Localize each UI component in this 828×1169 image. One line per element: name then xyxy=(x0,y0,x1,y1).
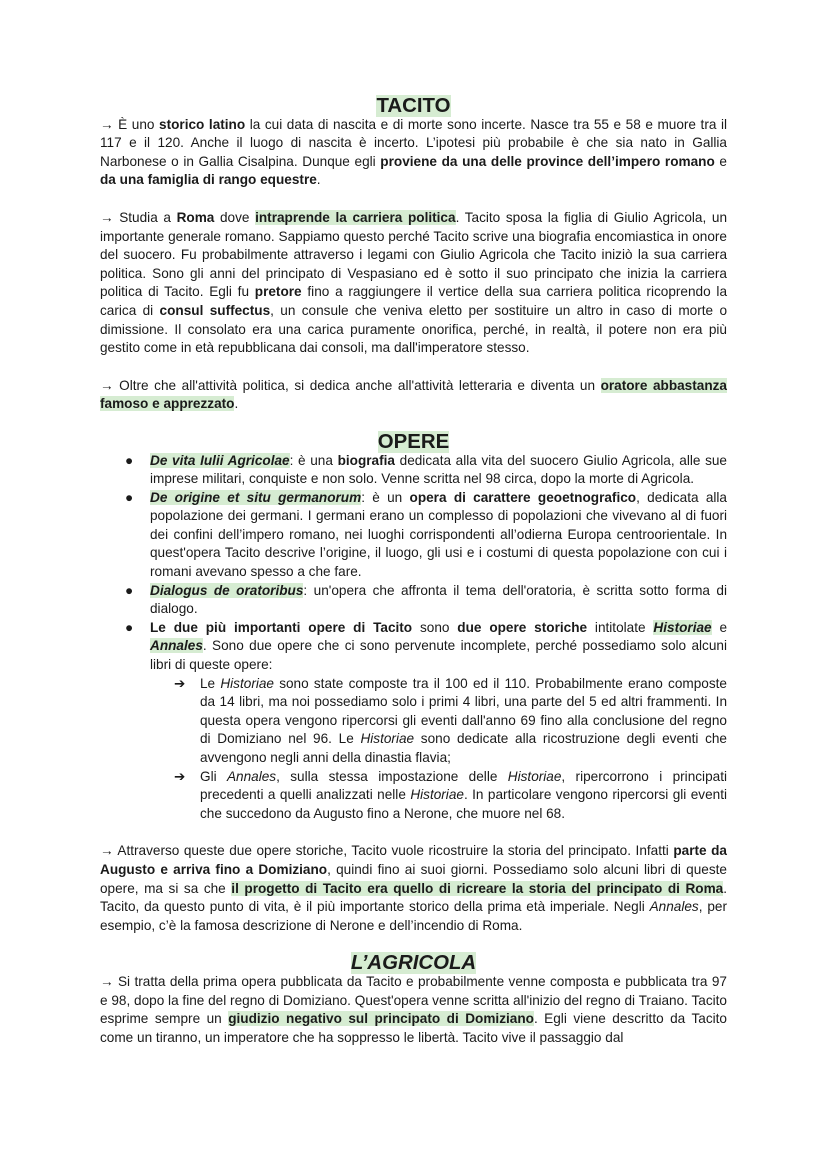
text-run: : un'opera che affronta il tema dell'oratoria, è scritta sotto forma di dialogo. xyxy=(150,582,727,617)
text-run: , un consule che veniva eletto per sostituire un altro in caso di morte o dimissione. Il consolato era una carica puramente onorifica, perché, in realtà, il potere non era più gestito come in età repubblicana dai consoli, ma dall'imperatore stesso. xyxy=(100,302,728,356)
section-title-agricola: L’AGRICOLA xyxy=(350,952,477,975)
list-item xyxy=(100,582,727,619)
bullet-icon: ● xyxy=(125,489,134,505)
text-run: → È uno xyxy=(100,116,160,132)
text-run: . xyxy=(316,172,321,188)
text-run: Annales xyxy=(649,899,699,915)
paragraph-oratore xyxy=(100,377,727,414)
text-run: , dedicata alla popolazione dei germani. I germani erano un complesso di popolazioni che vivevano al di fuori dei confini dell’impero romano, nei luoghi corrispondenti all’odierna Europa centroorientale. In quest'opera Tacito descrive l’origine, il luogo, gli usi e i costumi di questa popolazione con cui i romani avevano spesso a che fare. xyxy=(150,489,727,580)
text-run: e xyxy=(714,153,727,169)
text-run: . Tacito, da questo punto di vita, è il più importante storico della prima età imperiale. Negli xyxy=(100,880,728,915)
highlighted-text: Historiae xyxy=(653,619,712,635)
sub-list xyxy=(150,675,727,824)
text-run: . xyxy=(234,396,239,412)
text-run: Historiae xyxy=(410,787,464,803)
text-run: proviene da una delle province dell’impero romano xyxy=(380,153,715,169)
text-run: fino a raggiungere il vertice della sua carriera politica ricoprendo la carica di xyxy=(100,284,728,318)
highlighted-text: intraprende la carriera politica xyxy=(255,209,456,225)
text-run: Le xyxy=(200,675,221,691)
list-item xyxy=(100,489,727,582)
section-title-opere: OPERE xyxy=(377,430,450,453)
text-run: opera di carattere geoetnografico xyxy=(409,489,637,505)
text-run: due opere storiche xyxy=(457,619,588,635)
highlighted-text: De origine et situ germanorum xyxy=(150,489,362,505)
arrow-icon: ➔ xyxy=(174,768,186,784)
text-run: : è una xyxy=(289,452,338,468)
section-title-tacito: TACITO xyxy=(376,95,451,117)
text-run: , quindi fino ai suoi giorni. Possediamo solo alcuni libri di queste opere, ma si sa che xyxy=(100,861,727,896)
text-run: → Studia a xyxy=(100,209,177,225)
paragraph-carriera xyxy=(100,209,727,358)
document-page xyxy=(100,97,727,1047)
highlighted-text: Annales xyxy=(150,638,203,654)
text-run: biografia xyxy=(337,452,395,468)
text-run: parte da Augusto e arriva fino a Domiziano xyxy=(100,843,727,877)
text-run: , ripercorrono i principati precedenti a quelli analizzati nelle xyxy=(200,768,727,803)
text-run: la cui data di nascita e di morte sono incerte. Nasce tra 55 e 58 e muore tra il 117 e il 120. Anche il luogo di nascita è incerto. L’ipotesi più probabile è che sia nato in Gallia Narbonese o in Gallia Cisalpina. Dunque egli xyxy=(100,116,728,169)
text-run: storico latino xyxy=(159,116,246,132)
text-run: pretore xyxy=(254,284,302,300)
bullet-icon: ● xyxy=(125,582,134,598)
list-item xyxy=(100,452,727,489)
text-run: sono xyxy=(412,619,458,635)
text-run: sono dedicate alla ricostruzione degli eventi che avvengono negli anni della dinastia flavia; xyxy=(200,731,727,765)
text-run: intitolate xyxy=(587,619,654,635)
highlighted-text: Dialogus de oratoribus xyxy=(150,582,304,598)
text-run: : è un xyxy=(361,489,410,505)
text-run: Historiae xyxy=(507,768,562,784)
sub-list-item xyxy=(150,675,727,768)
text-run: Historiae xyxy=(220,675,274,691)
highlighted-text: il progetto di Tacito era quello di ricreare la storia del principato di Roma xyxy=(231,880,724,896)
text-run: . Sono due opere che ci sono pervenute incomplete, perché possediamo solo alcuni libri di queste opere: xyxy=(150,638,727,673)
paragraph-agricola xyxy=(100,973,727,1047)
text-run: , per esempio, c’è la famosa descrizione di Nerone e dell’incendio di Roma. xyxy=(100,899,727,933)
highlighted-text: De vita Iulii Agricolae xyxy=(150,452,290,468)
sub-list-item xyxy=(150,768,727,824)
text-run: Roma xyxy=(176,209,215,225)
bullet-icon: ● xyxy=(125,452,134,468)
text-run: Le due più importanti opere di Tacito xyxy=(150,619,413,635)
highlighted-text: oratore abbastanza famoso e apprezzato xyxy=(100,377,727,412)
text-run: e xyxy=(711,619,728,635)
text-run: → Attraverso queste due opere storiche, Tacito vuole ricostruire la storia del principato. Infatti xyxy=(100,843,674,859)
text-run: da una famiglia di rango equestre xyxy=(100,172,317,188)
text-run: sono state composte tra il 100 ed il 110. Probabilmente erano composte da 14 libri, ma noi possediamo solo i primi 4 libri, una parte del 5 ed altri frammenti. In questa opera vengono ripercorsi gli eventi dall'anno 69 fino alla conclusione del regno di Domiziano nel 96. Le xyxy=(200,675,727,747)
text-run: Historiae xyxy=(360,731,415,747)
text-run: → Si tratta della prima opera pubblicata da Tacito e probabilmente venne composta e pubblicata tra 97 e 98, dopo la fine del regno di Domiziano. Quest'opera venne scritta all'inizio del regno di Traiano. Tacito esprime sempre un xyxy=(100,973,727,1027)
text-run: . Tacito sposa la figlia di Giulio Agricola, un importante generale romano. Sappiamo questo perché Tacito scrive una biografia encomiastica in onore del suocero. Fu probabilmente attraverso i legami con Giulio Agricola che Tacito iniziò la sua carriera politica. Sono gli anni del principato di Vespasiano ed è sotto il suo principato che inizia la carriera politica di Tacito. Egli fu xyxy=(100,209,728,300)
opere-list xyxy=(100,452,727,824)
text-run: , sulla stessa impostazione delle xyxy=(276,768,508,784)
arrow-icon: ➔ xyxy=(174,675,186,691)
text-run: Gli xyxy=(200,768,227,784)
text-run: dedicata alla vita del suocero Giulio Agricola, alle sue imprese militari, conquiste e non solo. Venne scritta nel 98 circa, dopo la morte di Agricola. xyxy=(150,452,727,487)
text-run: . In particolare vengono ripercorsi gli eventi che succedono da Augusto fino a Nerone, che muore nel 68. xyxy=(200,787,728,821)
text-run: . Egli viene descritto da Tacito come un tiranno, un imperatore che ha soppresso le libertà. Tacito vive il passaggio dal xyxy=(100,1011,727,1045)
text-run: Annales xyxy=(226,768,277,784)
paragraph-storia-principato xyxy=(100,842,727,935)
highlighted-text: giudizio negativo sul principato di Domiziano xyxy=(228,1011,534,1027)
text-run: → Oltre che all'attività politica, si dedica anche all'attività letteraria e diventa un xyxy=(100,377,601,393)
paragraph-biografia xyxy=(100,116,727,190)
list-item xyxy=(100,619,727,824)
text-run: consul suffectus xyxy=(159,302,271,318)
bullet-icon: ● xyxy=(125,619,134,635)
text-run: dove xyxy=(214,209,256,225)
